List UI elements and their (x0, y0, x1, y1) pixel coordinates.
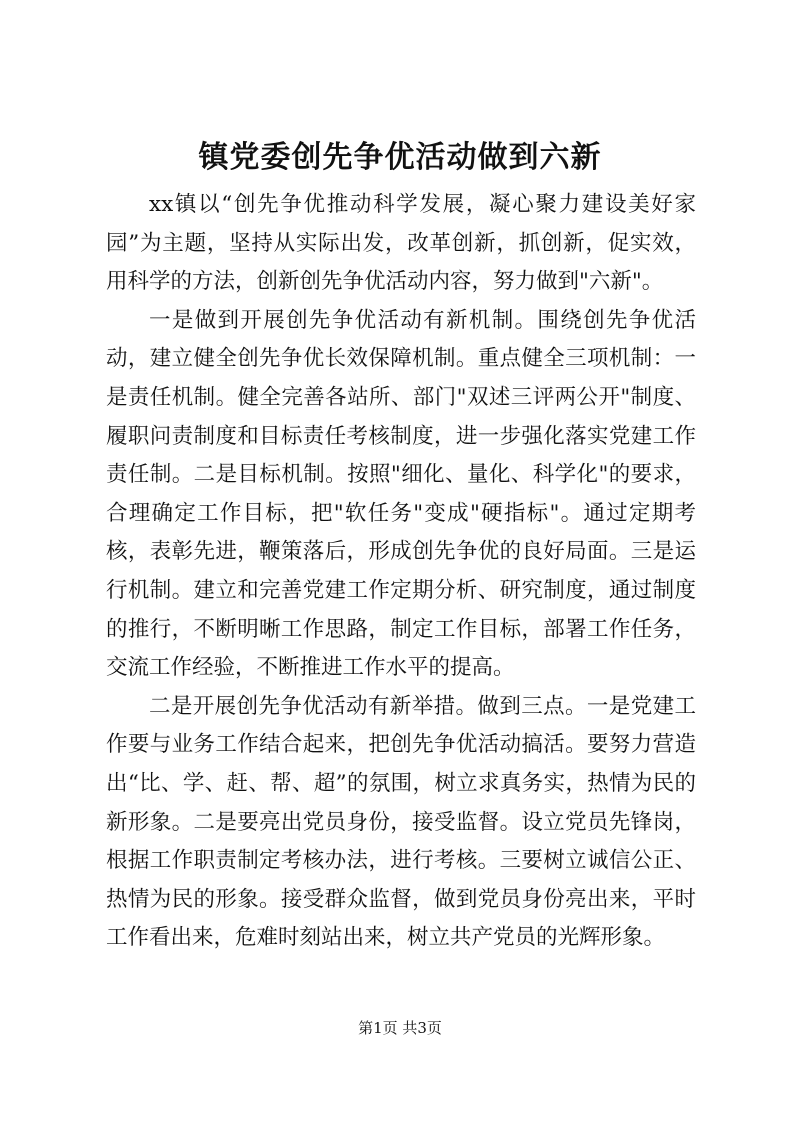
paragraph-new-measures: 二是开展创先争优活动有新举措。做到三点。一是党建工作要与业务工作结合起来，把创先争优活动搞活。要努力营造出“比、学、赶、帮、超”的氛围，树立求真务实，热情为民的新形象。二是要亮出党员身份，接受监督。设立党员先锋岗，根据工作职责制定考核办法，进行考核。三要树立诚信公正、热情为民的形象。接受群众监督，做到党员身份亮出来，平时工作看出来，危难时刻站出来，树立共产党员的光辉形象。 (106, 693, 696, 951)
document-title: 镇党委创先争优活动做到六新 (198, 140, 602, 175)
paragraph-intro: xx镇以“创先争优推动科学发展，凝心聚力建设美好家园”为主题，坚持从实际出发，改革创新，抓创新，促实效，用科学的方法，创新创先争优活动内容，努力做到"六新"。 (106, 192, 696, 295)
document-body (106, 186, 696, 958)
page-indicator: 第1页 共3页 (358, 1019, 442, 1037)
paragraph-new-mechanism: 一是做到开展创先争优活动有新机制。围绕创先争优活动，建立健全创先争优长效保障机制。重点健全三项机制：一是责任机制。健全完善各站所、部门"双述三评两公开"制度、履职问责制度和目标责任考核制度，进一步强化落实党建工作责任制。二是目标机制。按照"细化、量化、科学化"的要求，合理确定工作目标，把"软任务"变成"硬指标"。通过定期考核，表彰先进，鞭策落后，形成创先争优的良好局面。三是运行机制。建立和完善党建工作定期分析、研究制度，通过制度的推行，不断明晰工作思路，制定工作目标，部署工作任务，交流工作经验，不断推进工作水平的提高。 (106, 307, 696, 681)
